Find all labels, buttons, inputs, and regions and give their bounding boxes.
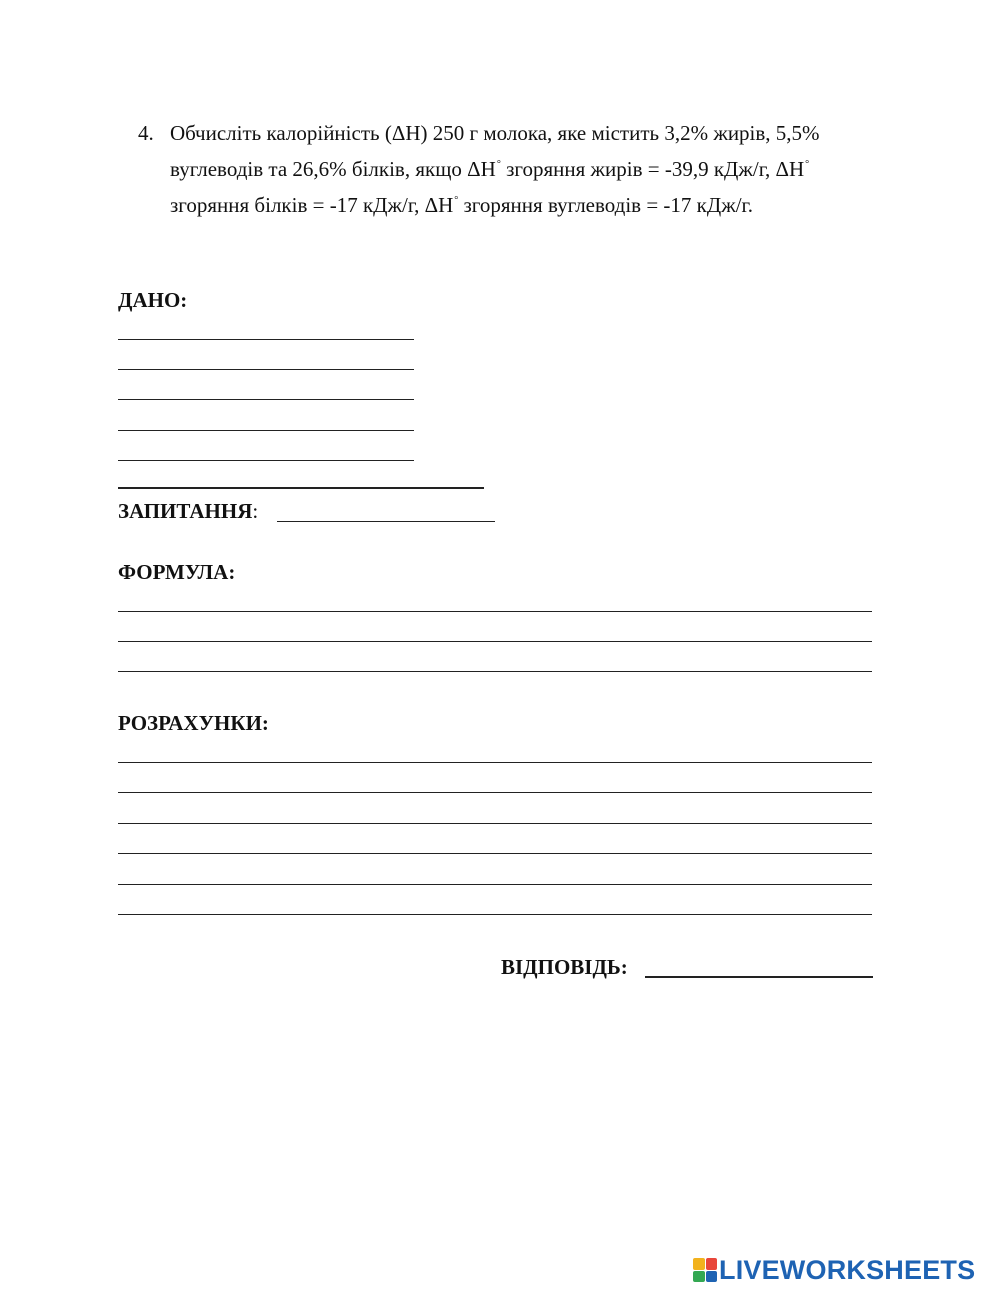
given-answer-line-2[interactable] (118, 369, 414, 370)
task-line-2a: вуглеводів та 26,6% білків, якщо ΔH (170, 157, 496, 181)
task-text (170, 118, 898, 221)
calculations-line-4[interactable] (118, 853, 872, 854)
task-line-2b: згоряння жирів = -39,9 кДж/г, ΔH (500, 157, 805, 181)
answer-heading: ВІДПОВІДЬ: (501, 955, 628, 979)
calculations-line-3[interactable] (118, 823, 872, 824)
given-answer-line-1[interactable] (118, 339, 414, 340)
degree-symbol: ° (496, 159, 501, 170)
given-answer-line-4[interactable] (118, 430, 414, 431)
question-heading (118, 498, 258, 524)
task-statement (138, 118, 898, 221)
task-number: 4. (138, 121, 154, 145)
calculations-line-6[interactable] (118, 914, 872, 915)
logo-mark-icon (693, 1258, 717, 1282)
degree-symbol: ° (454, 195, 459, 206)
calculations-line-1[interactable] (118, 762, 872, 763)
given-answer-line-5[interactable] (118, 460, 414, 461)
formula-line-1[interactable] (118, 611, 872, 612)
task-line-1: Обчисліть калорійність (ΔH) 250 г молока, яке містить 3,2% жирів, 5,5% (170, 121, 820, 145)
given-answer-line-3[interactable] (118, 399, 414, 400)
answer-line[interactable] (645, 976, 873, 978)
calculations-heading: РОЗРАХУНКИ: (118, 711, 269, 735)
question-answer-line[interactable] (277, 521, 495, 522)
calculations-line-5[interactable] (118, 884, 872, 885)
formula-line-3[interactable] (118, 671, 872, 672)
degree-symbol: ° (805, 159, 810, 170)
question-label: ЗАПИТАННЯ (118, 499, 253, 523)
formula-heading: ФОРМУЛА: (118, 560, 236, 584)
task-line-3b: згоряння вуглеводів = -17 кДж/г. (458, 193, 754, 217)
logo-text: LIVEWORKSHEETS (719, 1254, 976, 1285)
liveworksheets-logo (693, 1255, 975, 1285)
given-divider (118, 487, 484, 489)
given-heading: ДАНО: (118, 288, 188, 312)
task-line-3a: згоряння білків = -17 кДж/г, ΔH (170, 193, 454, 217)
formula-line-2[interactable] (118, 641, 872, 642)
calculations-line-2[interactable] (118, 792, 872, 793)
question-colon: : (252, 499, 259, 523)
